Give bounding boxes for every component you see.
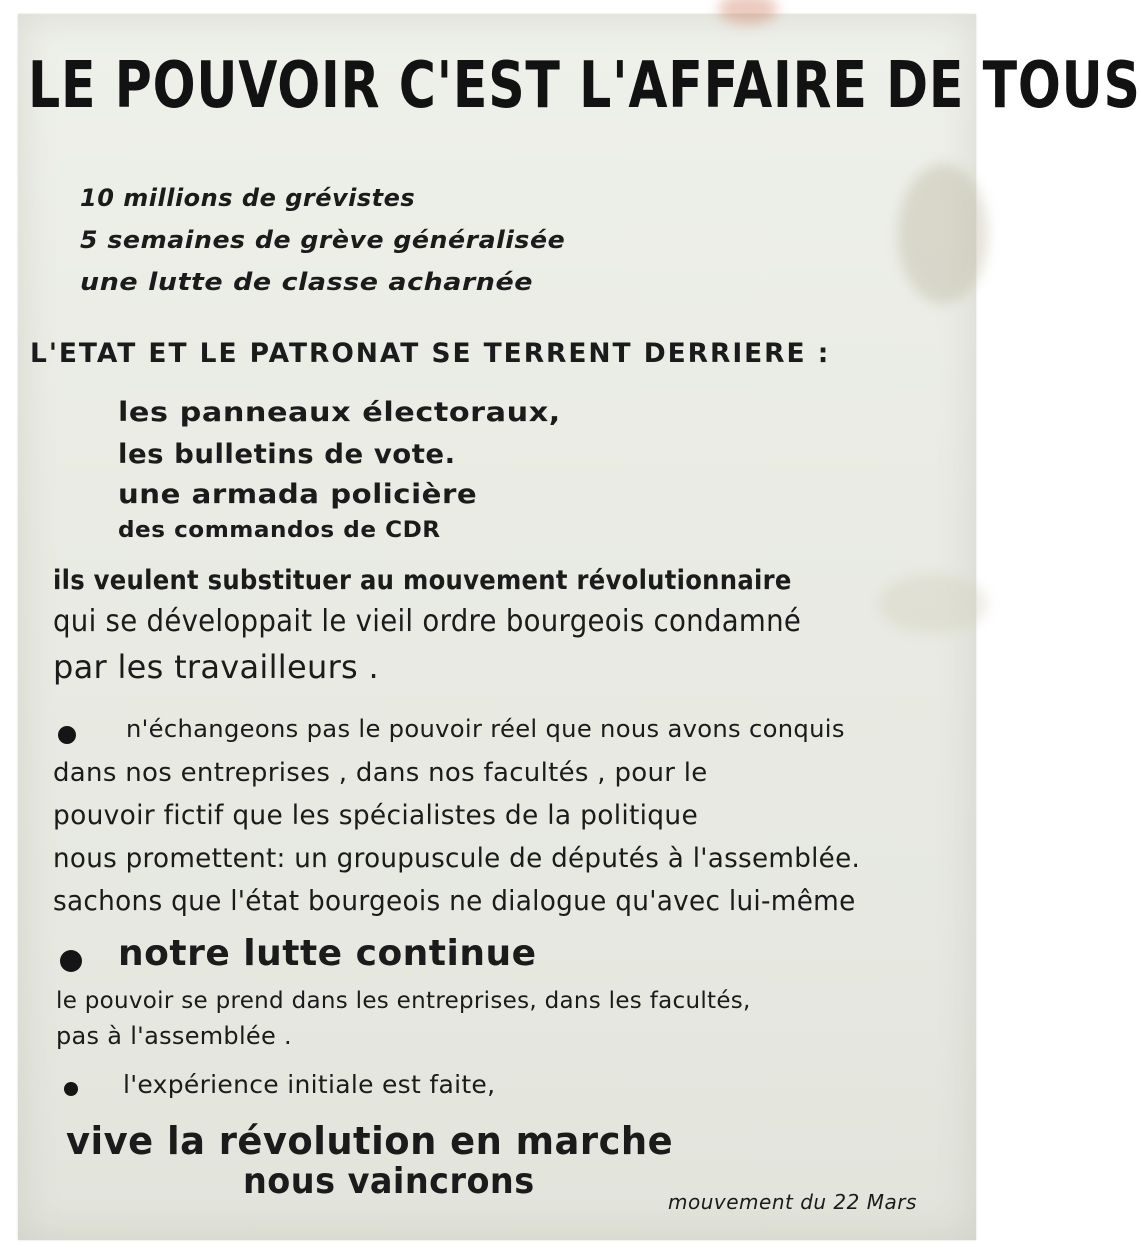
bullet-1 <box>58 726 76 744</box>
behind-item-4: des commandos de CDR <box>118 518 441 543</box>
bullet2-heading: notre lutte continue <box>118 933 537 974</box>
bullet1-line-5: sachons que l'état bourgeois ne dialogue qu'avec lui-même <box>53 884 856 917</box>
stain-crease <box>898 164 988 304</box>
bullet1-line-3: pouvoir fictif que les spécialistes de la politique <box>53 800 699 831</box>
stain-red <box>718 0 778 24</box>
bullet1-line-1: n'échangeons pas le pouvoir réel que nous avons conquis <box>126 715 845 743</box>
behind-item-1: les panneaux électoraux, <box>118 397 561 428</box>
stat-line-2: 5 semaines de grève généralisée <box>80 226 566 254</box>
bullet2-line-1: le pouvoir se prend dans les entreprises, dans les facultés, <box>56 988 751 1014</box>
signature: mouvement du 22 Mars <box>668 1190 917 1214</box>
bullet3-line: l'expérience initiale est faite, <box>123 1070 496 1099</box>
bullet2-line-2: pas à l'assemblée . <box>56 1022 292 1050</box>
closing-line-1: vive la révolution en marche <box>66 1119 674 1163</box>
bullet1-line-2: dans nos entreprises , dans nos facultés , pour le <box>53 758 708 788</box>
stat-line-1: 10 millions de grévistes <box>80 184 416 212</box>
substitute-line-3: par les travailleurs . <box>53 648 379 686</box>
behind-item-3: une armada policière <box>118 479 478 510</box>
bullet1-line-4: nous promettent: un groupuscule de députés à l'assemblée. <box>53 843 861 874</box>
behind-item-2: les bulletins de vote. <box>118 439 456 470</box>
substitute-line-2: qui se développait le vieil ordre bourgeois condamné <box>53 604 802 639</box>
poster-sheet <box>18 14 1141 1240</box>
section-heading: L'ETAT ET LE PATRONAT SE TERRENT DERRIERE : <box>30 338 831 369</box>
bullet-3 <box>64 1082 78 1096</box>
substitute-line-1: ils veulent substituer au mouvement révolutionnaire <box>53 565 792 596</box>
bullet-2 <box>60 950 82 972</box>
stain-mid <box>878 574 988 634</box>
closing-line-2: nous vaincrons <box>243 1161 535 1202</box>
stat-line-3: une lutte de classe acharnée <box>80 268 534 296</box>
poster-title: LE POUVOIR C'EST L'AFFAIRE DE TOUS <box>28 49 1141 123</box>
